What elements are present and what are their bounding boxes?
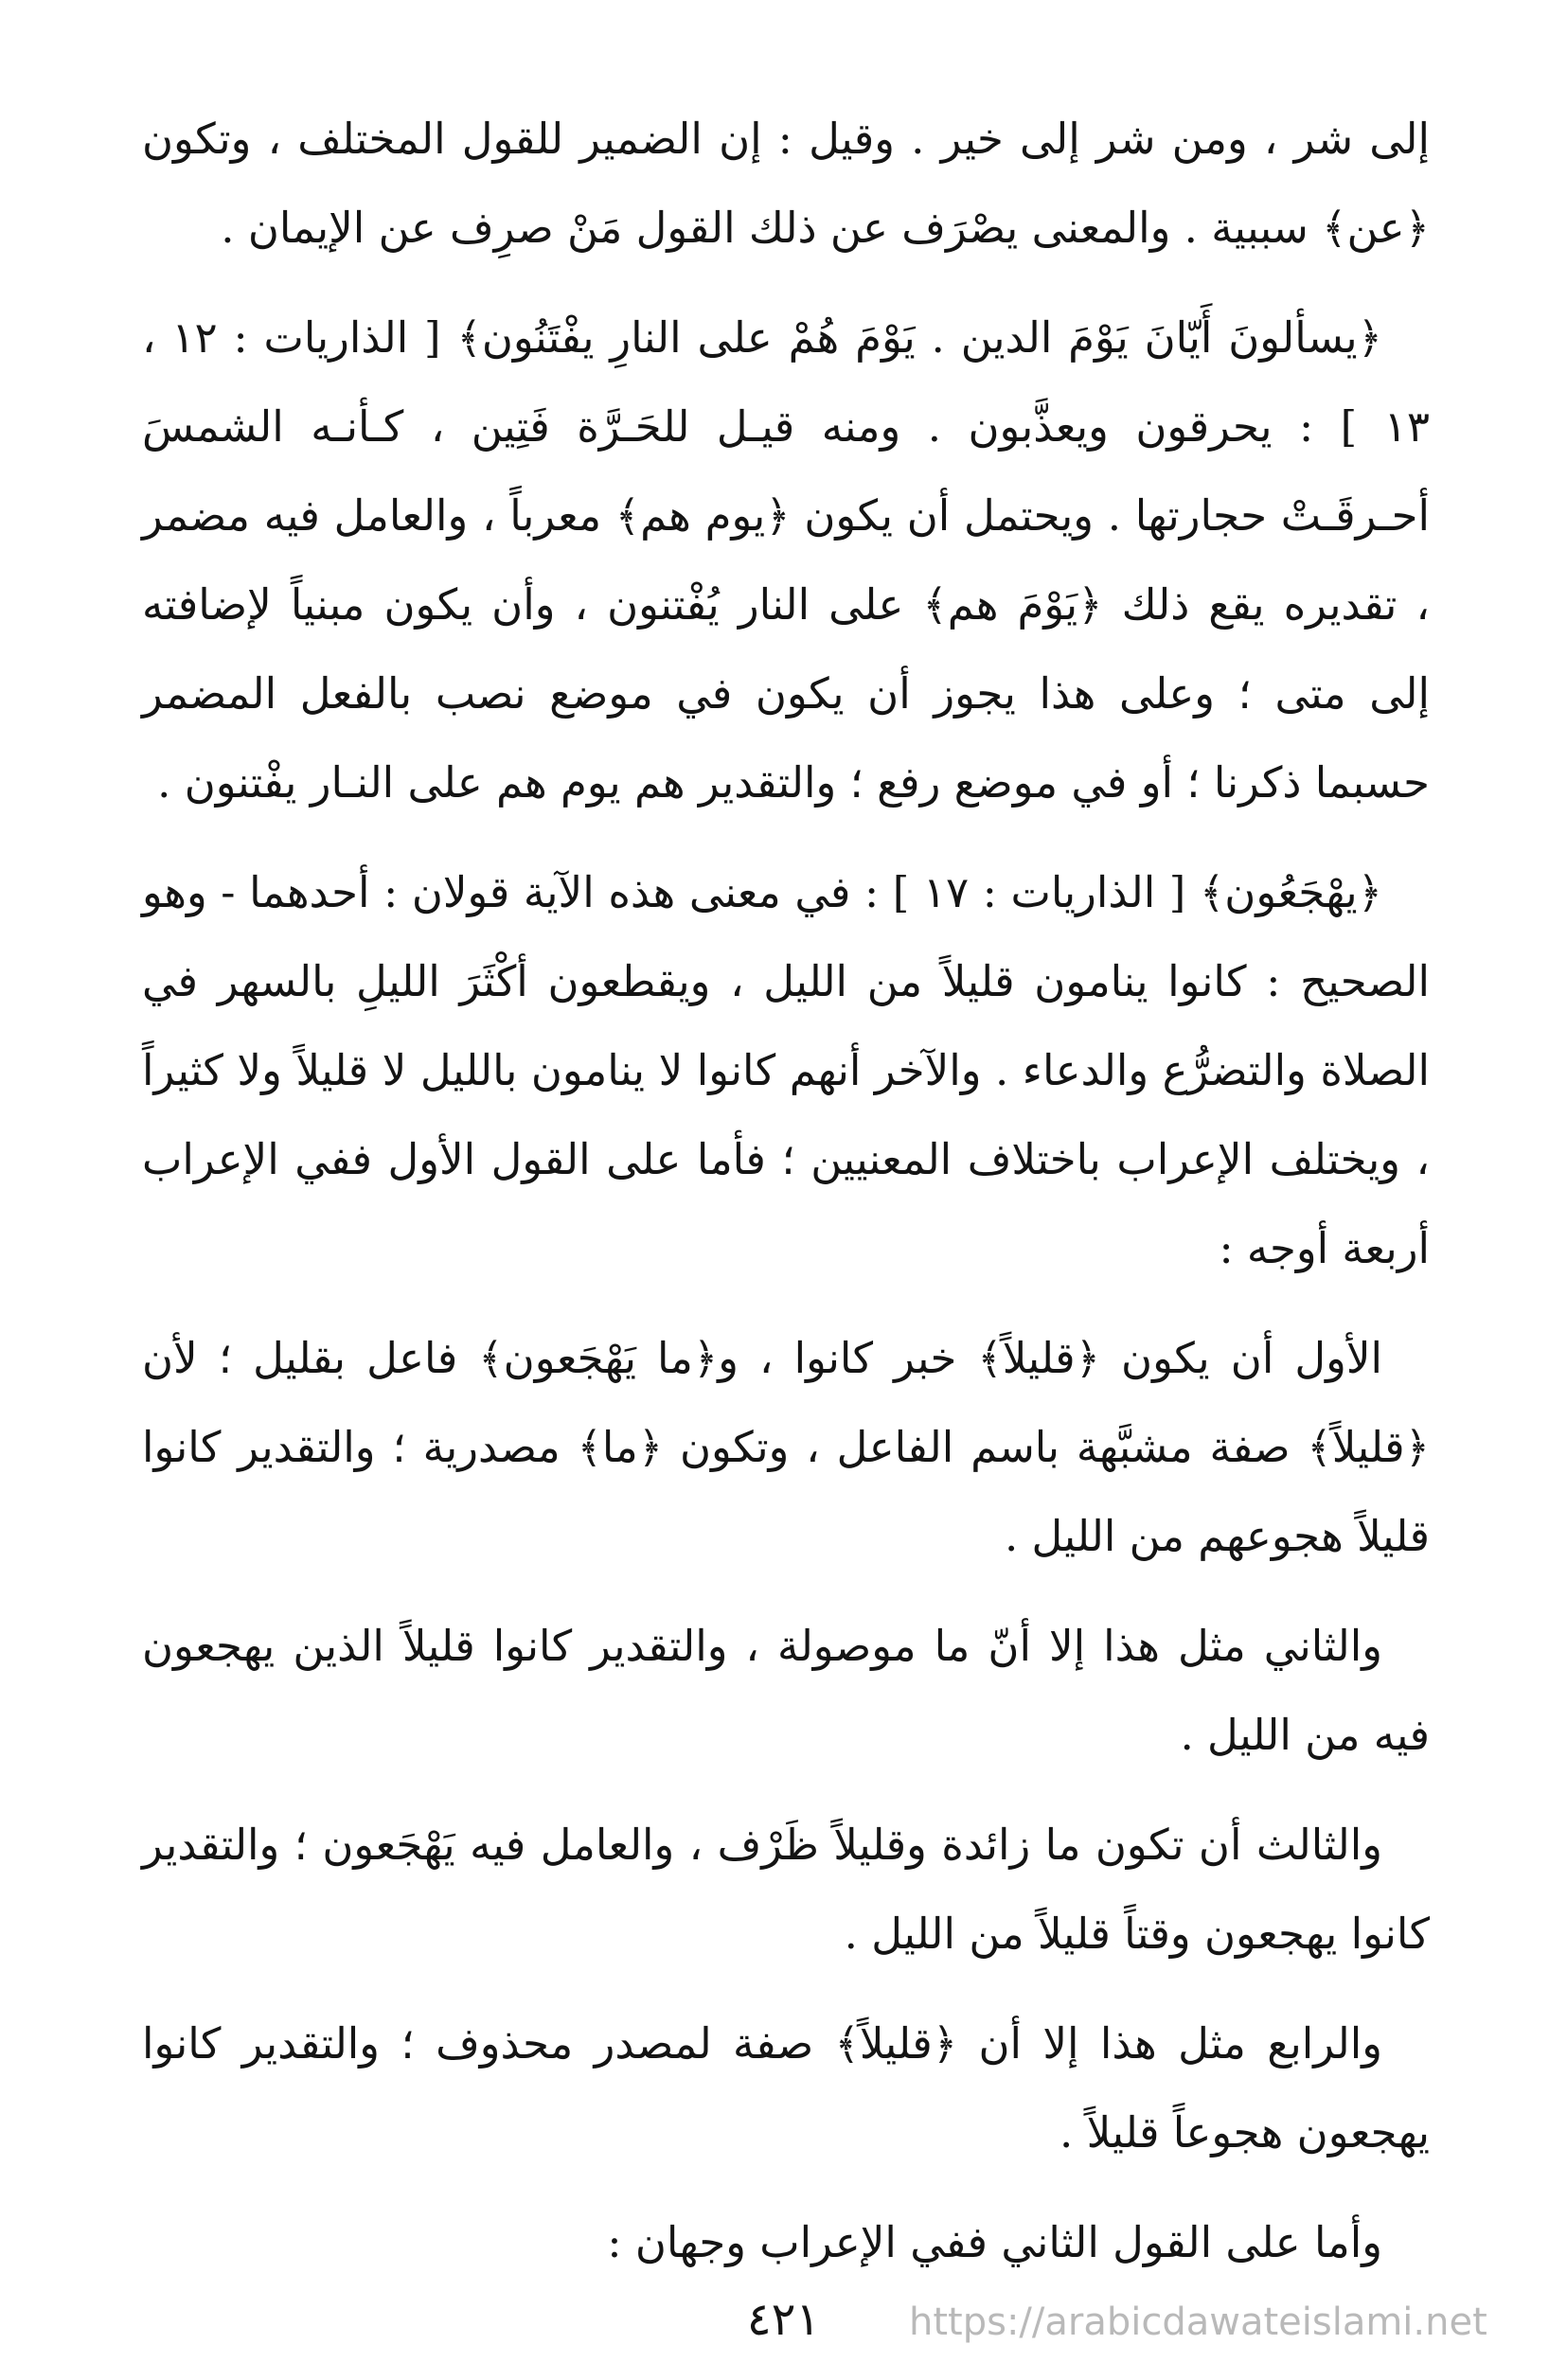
- page-number: ٤٢١: [746, 2293, 821, 2346]
- paragraph-3: ﴿يهْجَعُون﴾ [ الذاريات : ١٧ ] : في معنى هذه الآية قولان : أحدهما - وهو الصحيح : كانوا ينامون قليلاً من الليل ، ويقطعون أكْثَرَ الليلِ بالسهر في الصلاة والتضرُّع والدعاء . والآخر أنهم كانوا لا ينامون بالليل لا قليلاً ولا كثيراً ، ويختلف الإعراب باختلاف المعنيين ؛ فأما على القول الأول ففي الإعراب أربعة أوجه :: [142, 867, 1430, 1273]
- paragraph-6: والثالث أن تكون ما زائدة وقليلاً ظَرْف ، والعامل فيه يَهْجَعون ؛ والتقدير كانوا يهجعون وقتاً قليلاً من الليل .: [142, 1820, 1430, 1959]
- paragraph-5: والثاني مثل هذا إلا أنّ ما موصولة ، والتقدير كانوا قليلاً الذين يهجعون فيه من الليل .: [142, 1621, 1430, 1760]
- paragraph-2: ﴿يسألونَ أَيّانَ يَوْمَ الدين . يَوْمَ هُمْ على النارِ يفْتَنُون﴾ [ الذاريات : ١٢ ، ١٣ ] : يحرقون ويعذَّبون . ومنه قيـل للحَـرَّة فَتِين ، كـأنـه الشمسَ أحـرقَـتْ حجارتها . ويحتمل أن يكون ﴿يوم هم﴾ معرباً ، والعامل فيه مضمر ، تقديره يقع ذلك ﴿يَوْمَ هم﴾ على النار يُفْتنون ، وأن يكون مبنياً لإضافته إلى متى ؛ وعلى هذا يجوز أن يكون في موضع نصب بالفعل المضمر حسبما ذكرنا ؛ أو في موضع رفع ؛ والتقدير هم يوم هم على النـار يفْتنون .: [142, 312, 1430, 808]
- watermark-url: https://arabicdawateislami.net: [909, 2300, 1487, 2344]
- paragraph-4: الأول أن يكون ﴿قليلاً﴾ خبر كانوا ، و﴿ما يَهْجَعون﴾ فاعل بقليل ؛ لأن ﴿قليلاً﴾ صفة مشبَّهة باسم الفاعل ، وتكون ﴿ما﴾ مصدرية ؛ والتقدير كانوا قليلاً هجوعهم من الليل .: [142, 1333, 1430, 1561]
- paragraph-7: والرابع مثل هذا إلا أن ﴿قليلاً﴾ صفة لمصدر محذوف ؛ والتقدير كانوا يهجعون هجوعاً قليلاً .: [142, 2018, 1430, 2158]
- paragraph-8: وأما على القول الثاني ففي الإعراب وجهان :: [607, 2217, 1382, 2267]
- paragraph-1: إلى شر ، ومن شر إلى خير . وقيل : إن الضمير للقول المختلف ، وتكون ﴿عن﴾ سببية . والمعنى يصْرَف عن ذلك القول مَنْ صرِف عن الإيمان .: [142, 114, 1430, 253]
- page-body: [142, 95, 1430, 2272]
